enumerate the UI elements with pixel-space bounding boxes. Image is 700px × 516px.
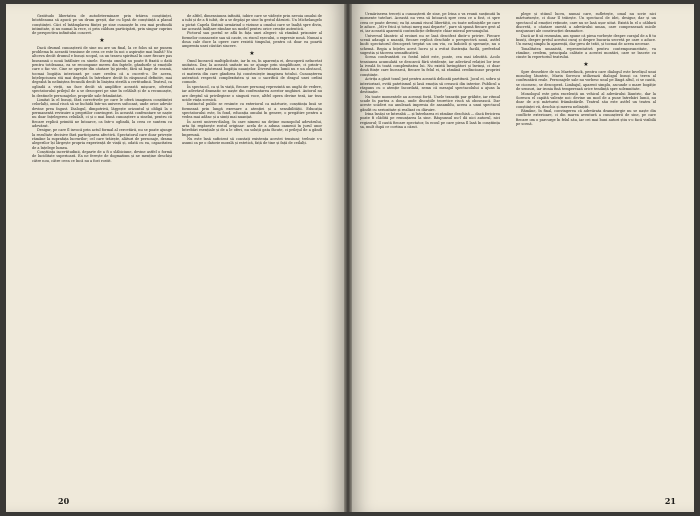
paragraph: Actrița a găsit tonul just pentru această delicată partitură. Jocul ei, sobru și interiorizat, evită patetismul și lasă emoția să crească din interior. Publicul a răspuns cu o atenție încordată, semn că mesajul spectacolului a ajuns la destinație. xyxy=(360,77,500,95)
paragraph: Scena confruntării cu fostul iubit este, poate, cea mai izbutită. Acolo tensiunea acumulată se descarcă fără stridențe, iar adevărul relației lor iese la iveală în toată complexitatea lui. Nu există învingători și învinși, ci doar două ființe care încearcă, fiecare în felul ei, să rămână credincioase propriei conștiințe. xyxy=(360,55,500,77)
paragraph: Desigur, pe care îl invocă prin actul formal al cercetării, nu se poate ajunge la rezultate decisive fără participarea afectivă. Spectatorul care doar privește rămâne la suprafața lucrurilor; cel care trăiește, alături de personaje, drama alegerilor își lărgește propria experiență de viață și, odată cu ea, capacitatea de a înțelege lumea. xyxy=(32,128,172,150)
book-gutter xyxy=(344,4,352,512)
paragraph: Dacă ar fi să rezumăm, am spune că piesa vorbește despre curajul de a fi tu însuți, despre prețul acestui curaj și despre bucuria secretă pe care o aduce. Un mesaj simplu în aparență, dar greu de trăit, și tocmai de aceea necesar. xyxy=(516,33,656,47)
page-number-left: 20 xyxy=(58,496,70,506)
left-column-2 xyxy=(182,14,322,146)
paragraph: Rămâne, în final, convingerea că adevărata dramaturgie nu se naște din conflicte exterioare, ci din marea aventură a cunoașterii de sine, pe care fiecare om o parcurge în felul său, iar cei mai buni autori știu s-o facă vizibilă pe scenă. xyxy=(516,108,656,126)
paragraph: Urmăriserea treceți a cunoașterii de sine, pe Irina o va reunii susținută în momente tuteluri. Această nu vrea să întoarcă spre ceea ce a fost, ci spre ceea ce poate deveni; ea își asumă riscul libertății, cu toate neliniștile pe care le aduce. „Mi-e frică și totuși merg mai departe”, pare să spună fiecare gest al ei, iar această aparentă contradicție definește chiar miezul personajului. xyxy=(360,12,500,34)
paragraph: plege și stiinul lucru, numai care, sufletește, omul nu scrie nici mărturisește, ci doar îl trăiește. Un spectacol de idei, desigur, dar și un spectacol al emoției reținute, care nu se lasă ușor uitat. Există în el o căldură discretă, o căutare onestă a adevărului uman, care compensează micile neajunsuri ale construcției dramatice. xyxy=(516,12,656,34)
paragraph: În acest univers-dialog, în care nimeni nu deține monopolul adevărului, arta își regăsește rostul originar: acela de a aduna oamenii în jurul unor întrebări esențiale și de a le oferi, nu soluții gata făcute, ci prilejul de a gândi împreună. xyxy=(182,119,322,137)
paragraph: Limitat la el însuși, fără corectivele pe care le oferă imaginea conștiinței celorlalți, omul riscă să se închidă într-un univers sufocant, unde orice adevăr devine prea îngust. Dialogul, dimpotrivă, lărgește orizontul și obligă la o permanentă revizuire a propriilor convingeri. În această confruntare se naște nu doar înțelegerea celuilalt, ci și o mai bună cunoaștere a sinelui, pentru că fiecare replică primită ne întoarce, ca într-o oglindă, la ceea ce suntem cu adevărat. xyxy=(32,97,172,128)
paragraph: de altfel, dimensiunea infinită, iubire care se vădește prin nevoia omului de a iubi și de a fi iubit, de a se depăși pe sine în gestul dăruirii. Un Michelangelo a pictat Capela Sixtină urmărind o viziune a omului care se înalță spre divin, iar această înălțare rămâne un model pentru orice creație autentică. xyxy=(182,14,322,32)
paragraph: Tonalitatea umanistă, reprezentativă pentru contemporaneitate, va rămâne, credem, principala calitate a acestei montări, care se înscrie cu cinste în repertoriul teatrului. xyxy=(516,46,656,60)
right-column-1 xyxy=(360,12,500,129)
paragraph: Omul încearcă multiplicitate, iar în ea, în aparența ei, descoperă neîncetat unitatea. Dar, la această unitate nu se ajunge prin simplificare, ci printr-o sinteză care păstrează bogăția nuanțelor. Diversitatea lumii nu e un obstacol, ci materia din care gândirea își construiește imaginea totului. Cunoașterea autentică respectă complexitatea și nu o sacrifică de dragul unei ordini comode. xyxy=(182,58,322,85)
paragraph: Gratitudo libertatea de autodeterminare prin trăirea conștiinței, întotdeauna să apucă pe un drum greșit, dar cu lipsă de conștiință a planul conștiinței. Căci el întâmplarea ființei pe sine cunoaște în cea mai profundă intimitate, și nu numai la rece, ci prin căldura participării, prin singur cuprins de perspectiva infinitului concret. xyxy=(32,14,172,36)
paragraph: Instinctul public se resimte cu exteriorul ca mărturie, conștiința însă se formează prin lungă exersare a atenției și a sensibilității. Educația spectatorului este, în fond, educația omului în genere, o pregătire pentru a vedea mai adânc și a simți mai nuanțat. xyxy=(182,102,322,120)
paragraph: În spectacol, ca și în viață, fiecare personaj reprezintă un unghi de vedere, iar adevărul dramatic se naște din confruntarea acestor unghiuri. Autorul nu are dreptul să privilegieze o singură voce, altfel opera devine teză, iar teza ucide viața scenică. xyxy=(182,84,322,102)
paragraph: Nu este însă suficient să constați existența acestei tensiuni; trebuie s-o asumi ca pe o datorie morală și estetică, față de tine și față de ceilalți. xyxy=(182,136,322,146)
paragraph: Irina însăși se întreabă — și întrebarea ei rămâne deschisă — dacă fericirea poate fi clădită pe renunțarea la sine. Răspunsul nu-l dă nici autorul, nici regizorul; îl caută fiecare spectator, în ecoul pe care piesa îl lasă în conștiința sa, mult după ce cortina a căzut. xyxy=(360,111,500,129)
paragraph: Conștiința incertitudinii, departe de a fi o slăbiciune, devine astfel o formă de luciditate superioară. Ea ne ferește de dogmatism și ne menține deschiși către nou, către ceea ce încă nu a fost rostit. xyxy=(32,149,172,163)
left-column-1 xyxy=(32,14,172,163)
right-page xyxy=(352,4,694,512)
paragraph: Nu toate momentele au aceeași forță. Unele tranziții par grăbite, iar ritmul scade în partea a doua, unde discuțiile teoretice riscă să obosească. Dar aceste scăderi nu anulează impresia de ansamblu, aceea a unui spectacol gândit cu seriozitate și realizat cu dăruire. xyxy=(360,94,500,112)
section-divider-star: ★ xyxy=(583,60,589,68)
section-divider-star: ★ xyxy=(249,49,255,57)
left-page xyxy=(6,4,344,512)
paragraph: Pictorul sau poetul se află în fața unei alegeri: să rămână prizonier al formelor consacrate sau să caute, cu riscul eșecului, o expresie nouă. Numai a doua cale duce la opere care rezistă timpului, pentru că doar ea poartă amprenta unei căutări sincere. xyxy=(182,31,322,49)
section-divider-star: ★ xyxy=(99,36,105,44)
paragraph: Spre deosebire de un Maeterlinck, pentru care dialogul este învelișul unui monolog lăuntric, Marin Sorescu utilizează dialogul însuși ca teren al confruntării reale. Personajele sale nu vorbesc unul pe lângă altul, ci se caută, se ciocnesc, se descoperă. Limbajul, aparent simplu, ascunde o mare bogăție de sensuri, iar ironia fină temperează orice tendință spre solemnitate. xyxy=(516,69,656,92)
paragraph: Universul lăuntric al eroinei nu se lasă descifrat dintr-o privire. Fiecare scenă adaugă o nuanță, fiecare replică deschide o perspectivă nouă, astfel încât spectatorul descoperă treptat un om viu, cu îndoieli și speranțe, nu o schemă. Regia a înțeles acest lucru și a evitat ilustrația facilă, preferând sugestia și tăcerea semnificativă. xyxy=(360,33,500,56)
paragraph: Monologul este prin excelență un vehicul al adevărului lăuntric, dar la Sorescu el capătă valențe noi: devine un mod de a pune întrebări lumii, nu doar de a-și mărturisi frământările. Teatrul său este astfel un teatru al conștiinței vii, deschis și mereu neliniștit. xyxy=(516,91,656,109)
paragraph: Dacă drumul cunoașterii de sine nu are un final, la ce folos să ne punem problema în această tensiune de ceea ce este în noi o aspirație mai înaltă? Nu altceva decât drumul e însuși scopul, ca un traseu spiritual în care fiecare pas înseamnă o nouă întâlnire cu sinele. Esența omului nu poate fi fixată o dată pentru totdeauna, ea se recompune mereu din faptele, gândurile și emoțiile care o fac vie. Cine se oprește din căutare își pierde, fără să bage de seamă, tocmai bogăția interioară pe care credea că a cucerit-o. De aceea, înțelepciunea stă mai degrabă în întrebare decât în răspunsul definitiv, mai degrabă în neliniștea fecundă decât în liniștea sterilă a certitudinii. Teatrul, ca oglindă a vieții, nu face decât să amplifice această mișcare, oferind spectatorului prilejul de a se descoperi pe sine în celălalt și de a recunoaște, în destinele personajelor, propriile sale frământări. xyxy=(32,45,172,98)
page-number-right: 21 xyxy=(664,496,676,506)
right-column-2 xyxy=(516,12,656,126)
